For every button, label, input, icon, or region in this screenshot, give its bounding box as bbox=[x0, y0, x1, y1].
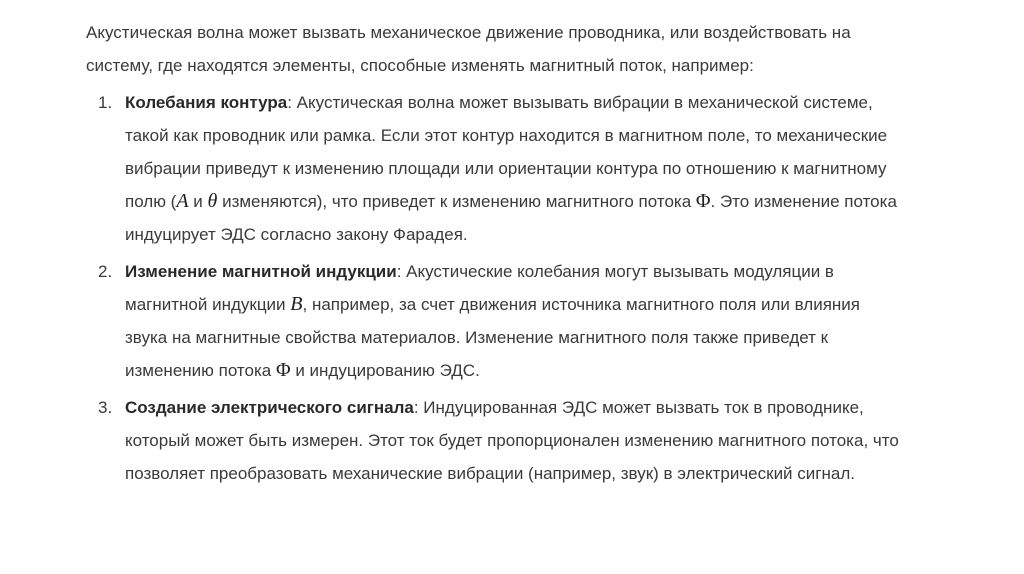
list-item-text: : Акустическая волна может вызывать вибрации в механической системе, такой как проводник или рамка. Если этот контур находится в магнитном поле, то механические вибрации приведут к изменению площади или ориентации контура по отношению к магнитному полю ( bbox=[125, 93, 888, 211]
list-item-number: 2. bbox=[98, 262, 113, 281]
list-item-term: Колебания контура bbox=[125, 93, 288, 112]
list-item-number: 1. bbox=[98, 93, 113, 112]
list-item-text: и bbox=[188, 192, 208, 211]
list-item-number: 3. bbox=[98, 398, 113, 417]
math-symbol-flux: Φ bbox=[275, 359, 291, 381]
document-body bbox=[86, 16, 906, 494]
list-item bbox=[86, 255, 906, 387]
list-item-text: и индуцированию ЭДС. bbox=[290, 361, 480, 380]
list-item-term: Изменение магнитной индукции bbox=[125, 262, 397, 281]
math-symbol-flux: Φ bbox=[695, 190, 711, 212]
math-symbol-angle: θ bbox=[207, 190, 218, 212]
numbered-list bbox=[86, 86, 906, 490]
math-symbol-area: A bbox=[176, 190, 189, 212]
list-item-text: . Это изменение потока индуцирует ЭДС согласно закону Фарадея. bbox=[125, 192, 897, 244]
list-item-text: : Акустические колебания могут вызывать модуляции в магнитной индукции bbox=[125, 262, 834, 314]
list-item bbox=[86, 86, 906, 251]
math-symbol-induction: B bbox=[290, 293, 303, 315]
list-item bbox=[86, 391, 906, 490]
list-item-term: Создание электрического сигнала bbox=[125, 398, 414, 417]
list-item-text: : Индуцированная ЭДС может вызвать ток в проводнике, который может быть измерен. Этот ток будет пропорционален изменению магнитного потока, что позволяет преобразовать механические вибрации (например, звук) в электрический сигнал. bbox=[125, 398, 899, 483]
list-item-text: изменяются), что приведет к изменению магнитного потока bbox=[217, 192, 696, 211]
list-item-text: , например, за счет движения источника магнитного поля или влияния звука на магнитные свойства материалов. Изменение магнитного поля также приведет к изменению потока bbox=[125, 295, 860, 380]
intro-paragraph: Акустическая волна может вызвать механическое движение проводника, или воздействовать на систему, где находятся элементы, способные изменять магнитный поток, например: bbox=[86, 23, 851, 75]
